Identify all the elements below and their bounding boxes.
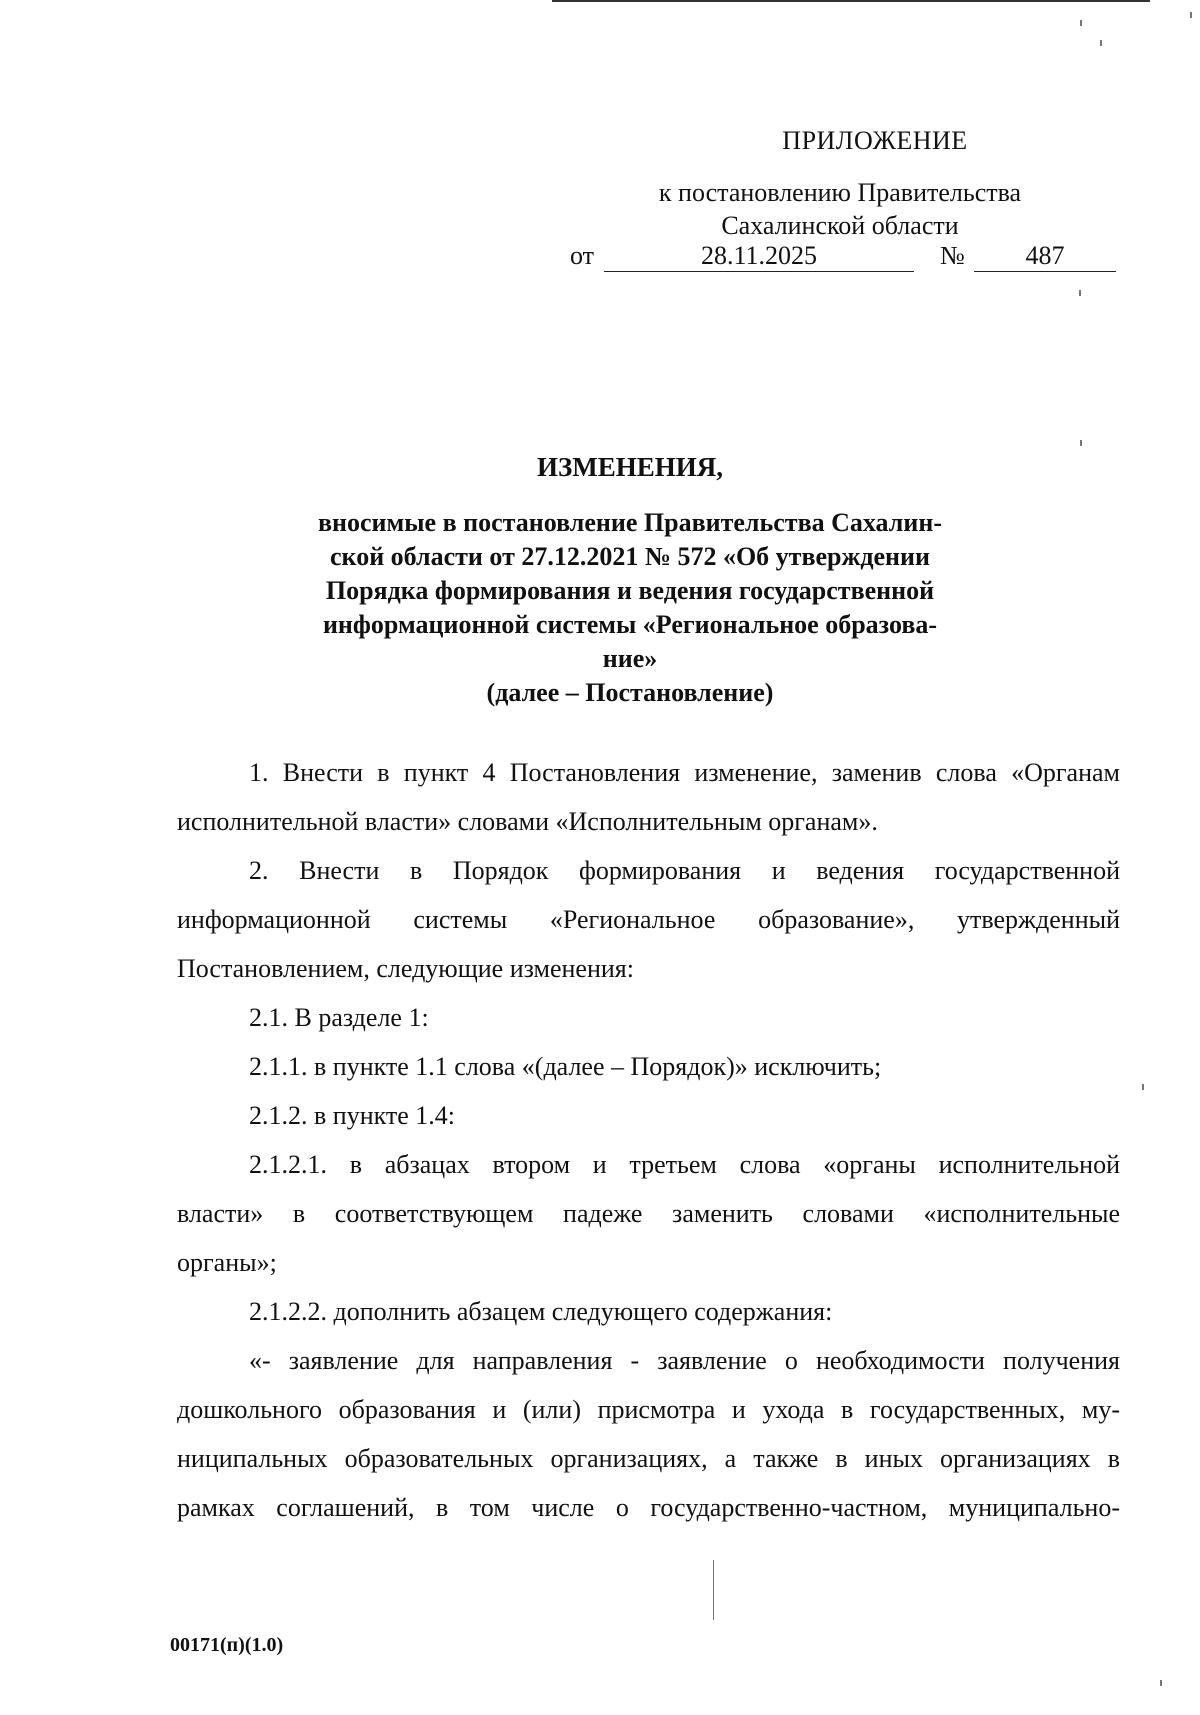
appendix-line-1: к постановлению Правительства (658, 178, 1022, 207)
scan-speck (1190, 12, 1192, 18)
paragraph-line: исполнительной власти» словами «Исполнительным органам». (177, 807, 878, 836)
paragraph-1 (177, 748, 1120, 846)
number-prefix: № (940, 241, 965, 270)
scan-speck (1079, 290, 1081, 296)
title-line: информационной системы «Региональное образова- (322, 610, 938, 639)
appendix-header (560, 124, 1120, 242)
paragraph-line: 2.1. В разделе 1: (249, 1003, 429, 1032)
quoted-paragraph (177, 1336, 1120, 1532)
appendix-line-2: Сахалинской области (721, 211, 959, 240)
title-line: вносимые в постановление Правительства Сахалин- (318, 508, 942, 537)
paragraph-line: 2.1.1. в пункте 1.1 слова «(далее – Порядок)» исключить; (249, 1052, 882, 1081)
paragraph-line: рамках соглашений, в том числе о государственно-частном, муниципально- (177, 1493, 1120, 1522)
paragraph-line: 2. Внести в Порядок формирования и ведения государственной (249, 856, 1120, 885)
title-line: ние» (602, 644, 658, 673)
scan-speck (1160, 1680, 1162, 1686)
date-value: 28.11.2025 (604, 241, 914, 272)
paragraph-line: органы»; (177, 1248, 277, 1277)
title-line: Порядка формирования и ведения государственной (325, 576, 935, 605)
title-line: ской области от 27.12.2021 № 572 «Об утверждении (330, 542, 930, 571)
paragraph-line: Постановлением, следующие изменения: (177, 954, 634, 983)
scan-speck (713, 1560, 714, 1620)
paragraph-2-1-2-1 (177, 1140, 1120, 1287)
paragraph-line: ниципальных образовательных организациях, а также в иных организациях в (177, 1444, 1120, 1473)
paragraph-2 (177, 846, 1120, 993)
scan-speck (1080, 440, 1082, 446)
paragraph-2-1-2-2 (177, 1287, 1120, 1336)
paragraph-2-1-2 (177, 1091, 1120, 1140)
paragraph-line: 2.1.2.1. в абзацах втором и третьем слова «органы исполнительной (249, 1150, 1120, 1179)
number-value: 487 (974, 241, 1116, 272)
appendix-title: ПРИЛОЖЕНИЕ (782, 126, 968, 155)
scan-speck (1080, 20, 1082, 26)
title-line: (далее – Постановление) (486, 678, 774, 707)
paragraph-line: 1. Внести в пункт 4 Постановления изменение, заменив слова «Органам (249, 758, 1120, 787)
scan-speck (1100, 40, 1102, 46)
document-body (177, 748, 1120, 1532)
top-rule (552, 0, 1150, 2)
footer-code: 00171(п)(1.0) (170, 1634, 284, 1656)
paragraph-line: 2.1.2.2. дополнить абзацем следующего содержания: (249, 1297, 833, 1326)
title-main: ИЗМЕНЕНИЯ, (536, 452, 723, 482)
paragraph-2-1-1 (177, 1042, 1120, 1091)
paragraph-line: «- заявление для направления - заявление о необходимости получения (249, 1346, 1120, 1375)
document-title (270, 450, 990, 710)
paragraph-line: дошкольного образования и (или) присмотра и ухода в государственных, му- (177, 1395, 1120, 1424)
scan-speck (1142, 1084, 1144, 1090)
paragraph-line: информационной системы «Региональное образование», утвержденный (177, 905, 1120, 934)
date-prefix: от (570, 241, 595, 270)
paragraph-line: власти» в соответствующем падеже заменить словами «исполнительные (177, 1199, 1120, 1228)
paragraph-line: 2.1.2. в пункте 1.4: (249, 1101, 456, 1130)
paragraph-2-1 (177, 993, 1120, 1042)
